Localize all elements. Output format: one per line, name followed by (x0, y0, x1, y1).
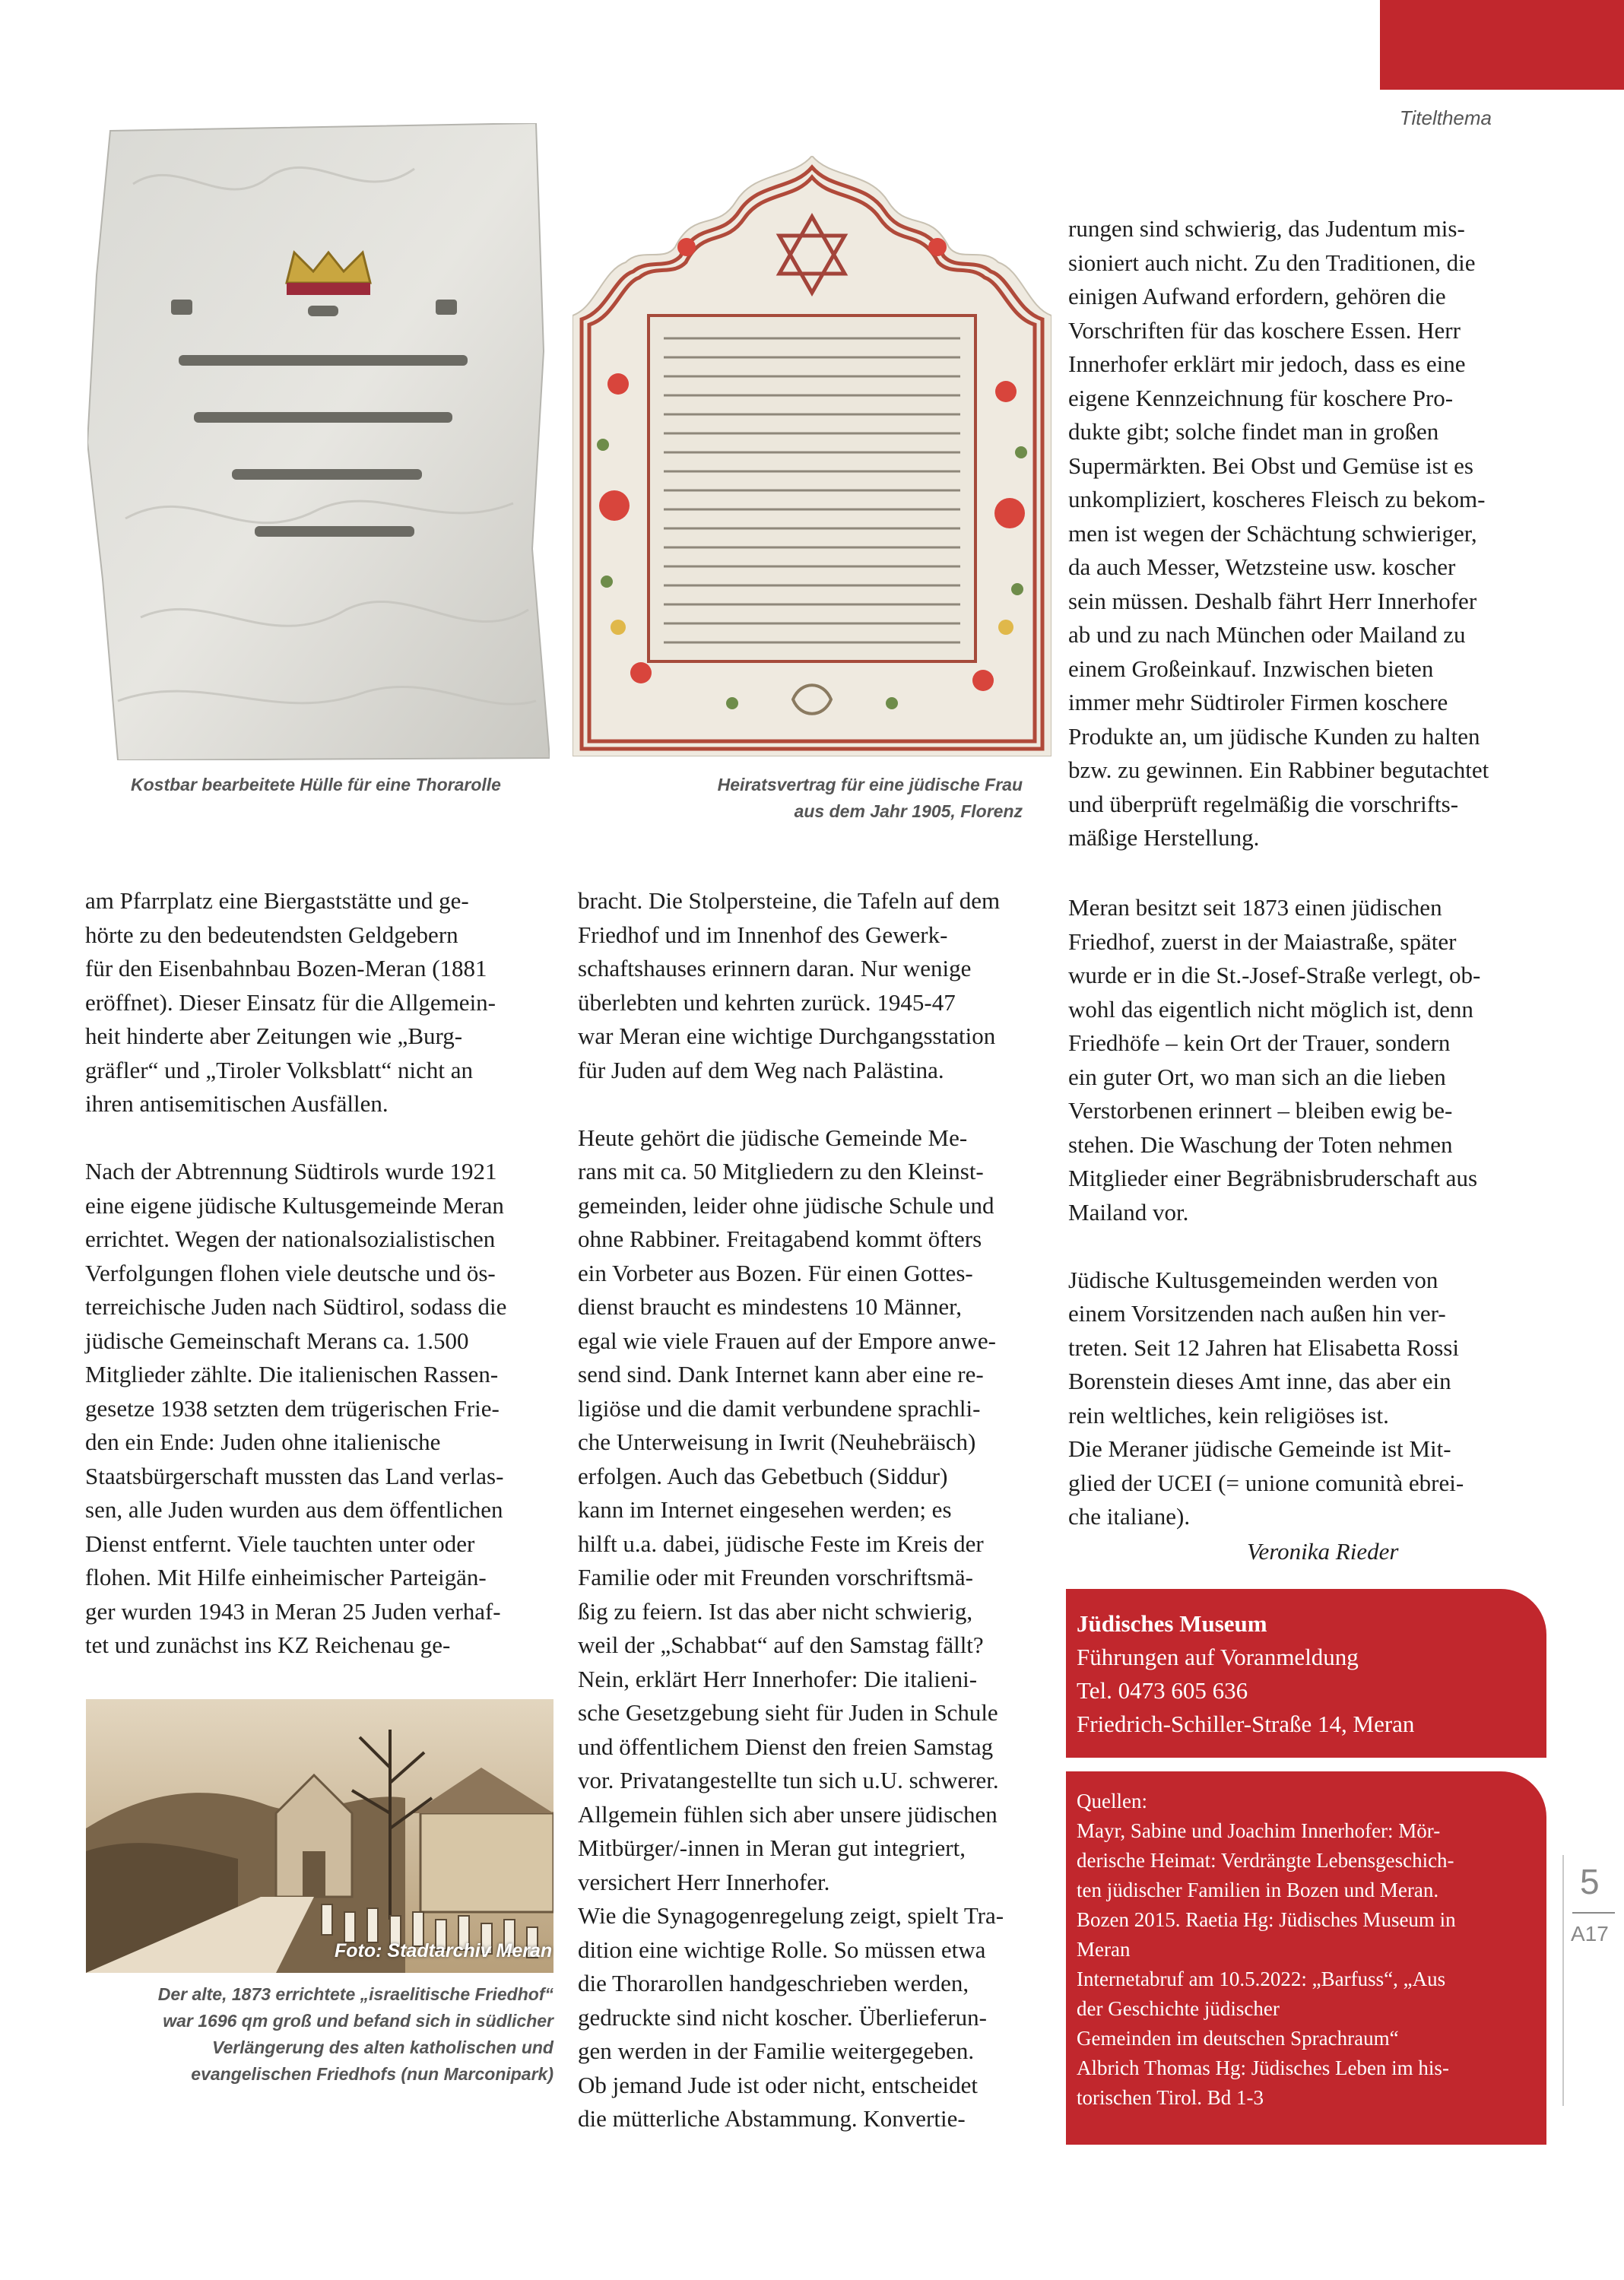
photo-credit: Foto: Stadtarchiv Meran (335, 1940, 553, 1961)
museum-line-3: Friedrich-Schiller-Straße 14, Meran (1077, 1711, 1415, 1737)
museum-title: Jüdisches Museum (1077, 1610, 1267, 1637)
author-name: Veronika Rieder (1247, 1538, 1399, 1565)
page-number-rule (1572, 1912, 1615, 1914)
col3-bottom-text: Meran besitzt seit 1873 einen jüdischen Friedhof, zuerst in der Maiastraße, später wurde er in die St.-Josef-Straße verlegt, ob- wohl das eigentlich nicht möglich ist, denn Friedhöfe – kein Ort der Trauer, sondern ein guter Ort, wo man sich an die lieben Verstorbenen erinnert – bleiben ewig be- stehen. Die Waschung der Toten nehmen Mitglieder einer Begräbnisbruderschaft aus Mailand vor. Jüdische Kultusgemeinden werden von einem Vorsitzenden nach außen hin ver- treten. Seit 12 Jahren hat Elisabetta Rossi Borenstein dieses Amt inne, das aber ein rein weltliches, kein religiöses ist. Die Meraner jüdische Gemeinde ist Mit- glied der UCEI (= unione comunità ebrei- che italiane). (1068, 894, 1481, 1530)
col2-text: bracht. Die Stolpersteine, die Tafeln auf dem Friedhof und im Innenhof des Gewerk- schaftshauses erinnern daran. Nur wenige überlebten und kehrten zurück. 1945-47 war Meran eine wichtige Durchgangsstation für Juden auf dem Weg nach Palästina. Heute gehört die jüdische Gemeinde Me- rans mit ca. 50 Mitgliedern zu den Kleinst- gemeinden, leider ohne jüdische Schule und ohne Rabbiner. Freitagabend kommt öfters ein Vorbeter aus Bozen. Für einen Gottes- dienst braucht es mindestens 10 Männer, egal wie viele Frauen auf der Empore anwe- send sind. Dank Internet kann aber eine re- ligiöse und die damit verbundene sprachli- che Unterweisung in Iwrit (Neuhebräisch) erfolgen. Auch das Gebetbuch (Siddur) kann im Internet eingesehen werden; es hilft u.a. dabei, jüdische Feste im Kreis der Familie oder mit Freunden vorschriftsmä- ßig zu feiern. Ist das aber nicht schwierig, weil der „Schabbat“ auf den Samstag fällt? Nein, erklärt Herr Innerhofer: Die italieni- sche Gesetzgebung sieht für Juden in Schule und öffentlichem Dienst den freien Samstag vor. Privatangestellte tun sich u.U. schwerer. Allgemein fühlen sich aber unsere jüdischen Mitbürger/-innen in Meran gut integriert, versichert Herr Innerhofer. Wie die Synagogenregelung zeigt, spielt Tra- dition eine wichtige Rolle. So müssen etwa die Thorarollen handgeschrieben werden, gedruckte sind nicht koscher. Überlieferun- gen werden in der Familie weitergegeben. Ob jemand Jude ist oder nicht, entscheidet die mütterliche Abstammung. Konvertie- (578, 887, 1004, 2132)
marriage-contract-caption: Heiratsvertrag für eine jüdische Frau aus dem Jahr 1905, Florenz (717, 775, 1023, 821)
section-tab (1380, 0, 1624, 90)
museum-info-box (1066, 1589, 1546, 1758)
section-label: Titelthema (1399, 106, 1492, 129)
sources-box (1066, 1771, 1546, 2145)
cemetery-photo (86, 1699, 553, 1973)
museum-line-1: Führungen auf Voranmeldung (1077, 1644, 1359, 1670)
col3-top-text: rungen sind schwierig, das Judentum mis- sioniert auch nicht. Zu den Traditionen, die einigen Aufwand erfordern, gehören die Vorschriften für das koschere Essen. Herr Innerhofer erklärt mir jedoch, dass es eine eigene Kennzeichnung für koschere Pro- dukte gibt; solche findet man in großen Supermärkten. Bei Obst und Gemüse ist es unkompliziert, koscheres Fleisch zu bekom- men ist wegen der Schächtung schwieriger, da auch Messer, Wetzsteine usw. koscher sein müssen. Deshalb fährt Herr Innerhofer ab und zu nach München oder Mailand zu einem Großeinkauf. Inzwischen bieten immer mehr Südtiroler Firmen koschere Produkte an, um jüdische Kunden zu halten bzw. zu gewinnen. Ein Rabbiner begutachtet und überprüft regelmäßig die vorschrifts- mäßige Herstellung. (1068, 215, 1489, 851)
page-divider (1562, 1855, 1564, 2106)
page-number: 5 (1580, 1862, 1600, 1901)
cemetery-caption: Der alte, 1873 errichtete „israelitische Friedhof“ war 1696 qm groß und befand sich in südlicher Verlängerung des alten katholischen und evangelischen Friedhofs (nun Marconipark) (157, 1984, 553, 2084)
torah-cover-photo (87, 123, 550, 760)
sources-text: Quellen: Mayr, Sabine und Joachim Innerhofer: Mör- derische Heimat: Verdrängte Lebensgeschich- ten jüdischer Familien in Bozen und Meran. Bozen 2015. Raetia Hg: Jüdisches Museum in Meran Internetabruf am 10.5.2022: „Barfuss“, „Aus der Geschichte jüdischer Gemeinden im deutschen Sprachraum“ Albrich Thomas Hg: Jüdisches Leben im his- torischen Tirol. Bd 1-3 (1077, 1790, 1456, 2109)
col1-text: am Pfarrplatz eine Biergaststätte und ge- hörte zu den bedeutendsten Geldgebern für den Eisenbahnbau Bozen-Meran (1881 eröffnet). Dieser Einsatz für die Allgemein- heit hinderte aber Zeitungen wie „Burg- gräfler“ und „Tiroler Volksblatt“ nicht an ihren antisemitischen Ausfällen. Nach der Abtrennung Südtirols wurde 1921 eine eigene jüdische Kultusgemeinde Meran errichtet. Wegen der nationalsozialistischen Verfolgungen flohen viele deutsche und ös- terreichische Juden nach Südtirol, sodass die jüdische Gemeinschaft Merans ca. 1.500 Mitglieder zählte. Die italienischen Rassen- gesetze 1938 setzten dem trügerischen Frie- den ein Ende: Juden ohne italienische Staatsbürgerschaft mussten das Land verlas- sen, alle Juden wurden aus dem öffentlichen Dienst entfernt. Viele tauchten unter oder flohen. Mit Hilfe einheimischer Parteigän- ger wurden 1943 in Meran 25 Juden verhaf- tet und zunächst ins KZ Reichenau ge- (85, 887, 507, 1658)
museum-line-2: Tel. 0473 605 636 (1077, 1677, 1248, 1704)
torah-cover-caption: Kostbar bearbeitete Hülle für eine Thorarolle (131, 775, 501, 794)
page-code: A17 (1571, 1922, 1609, 1945)
marriage-contract-photo (573, 156, 1051, 756)
